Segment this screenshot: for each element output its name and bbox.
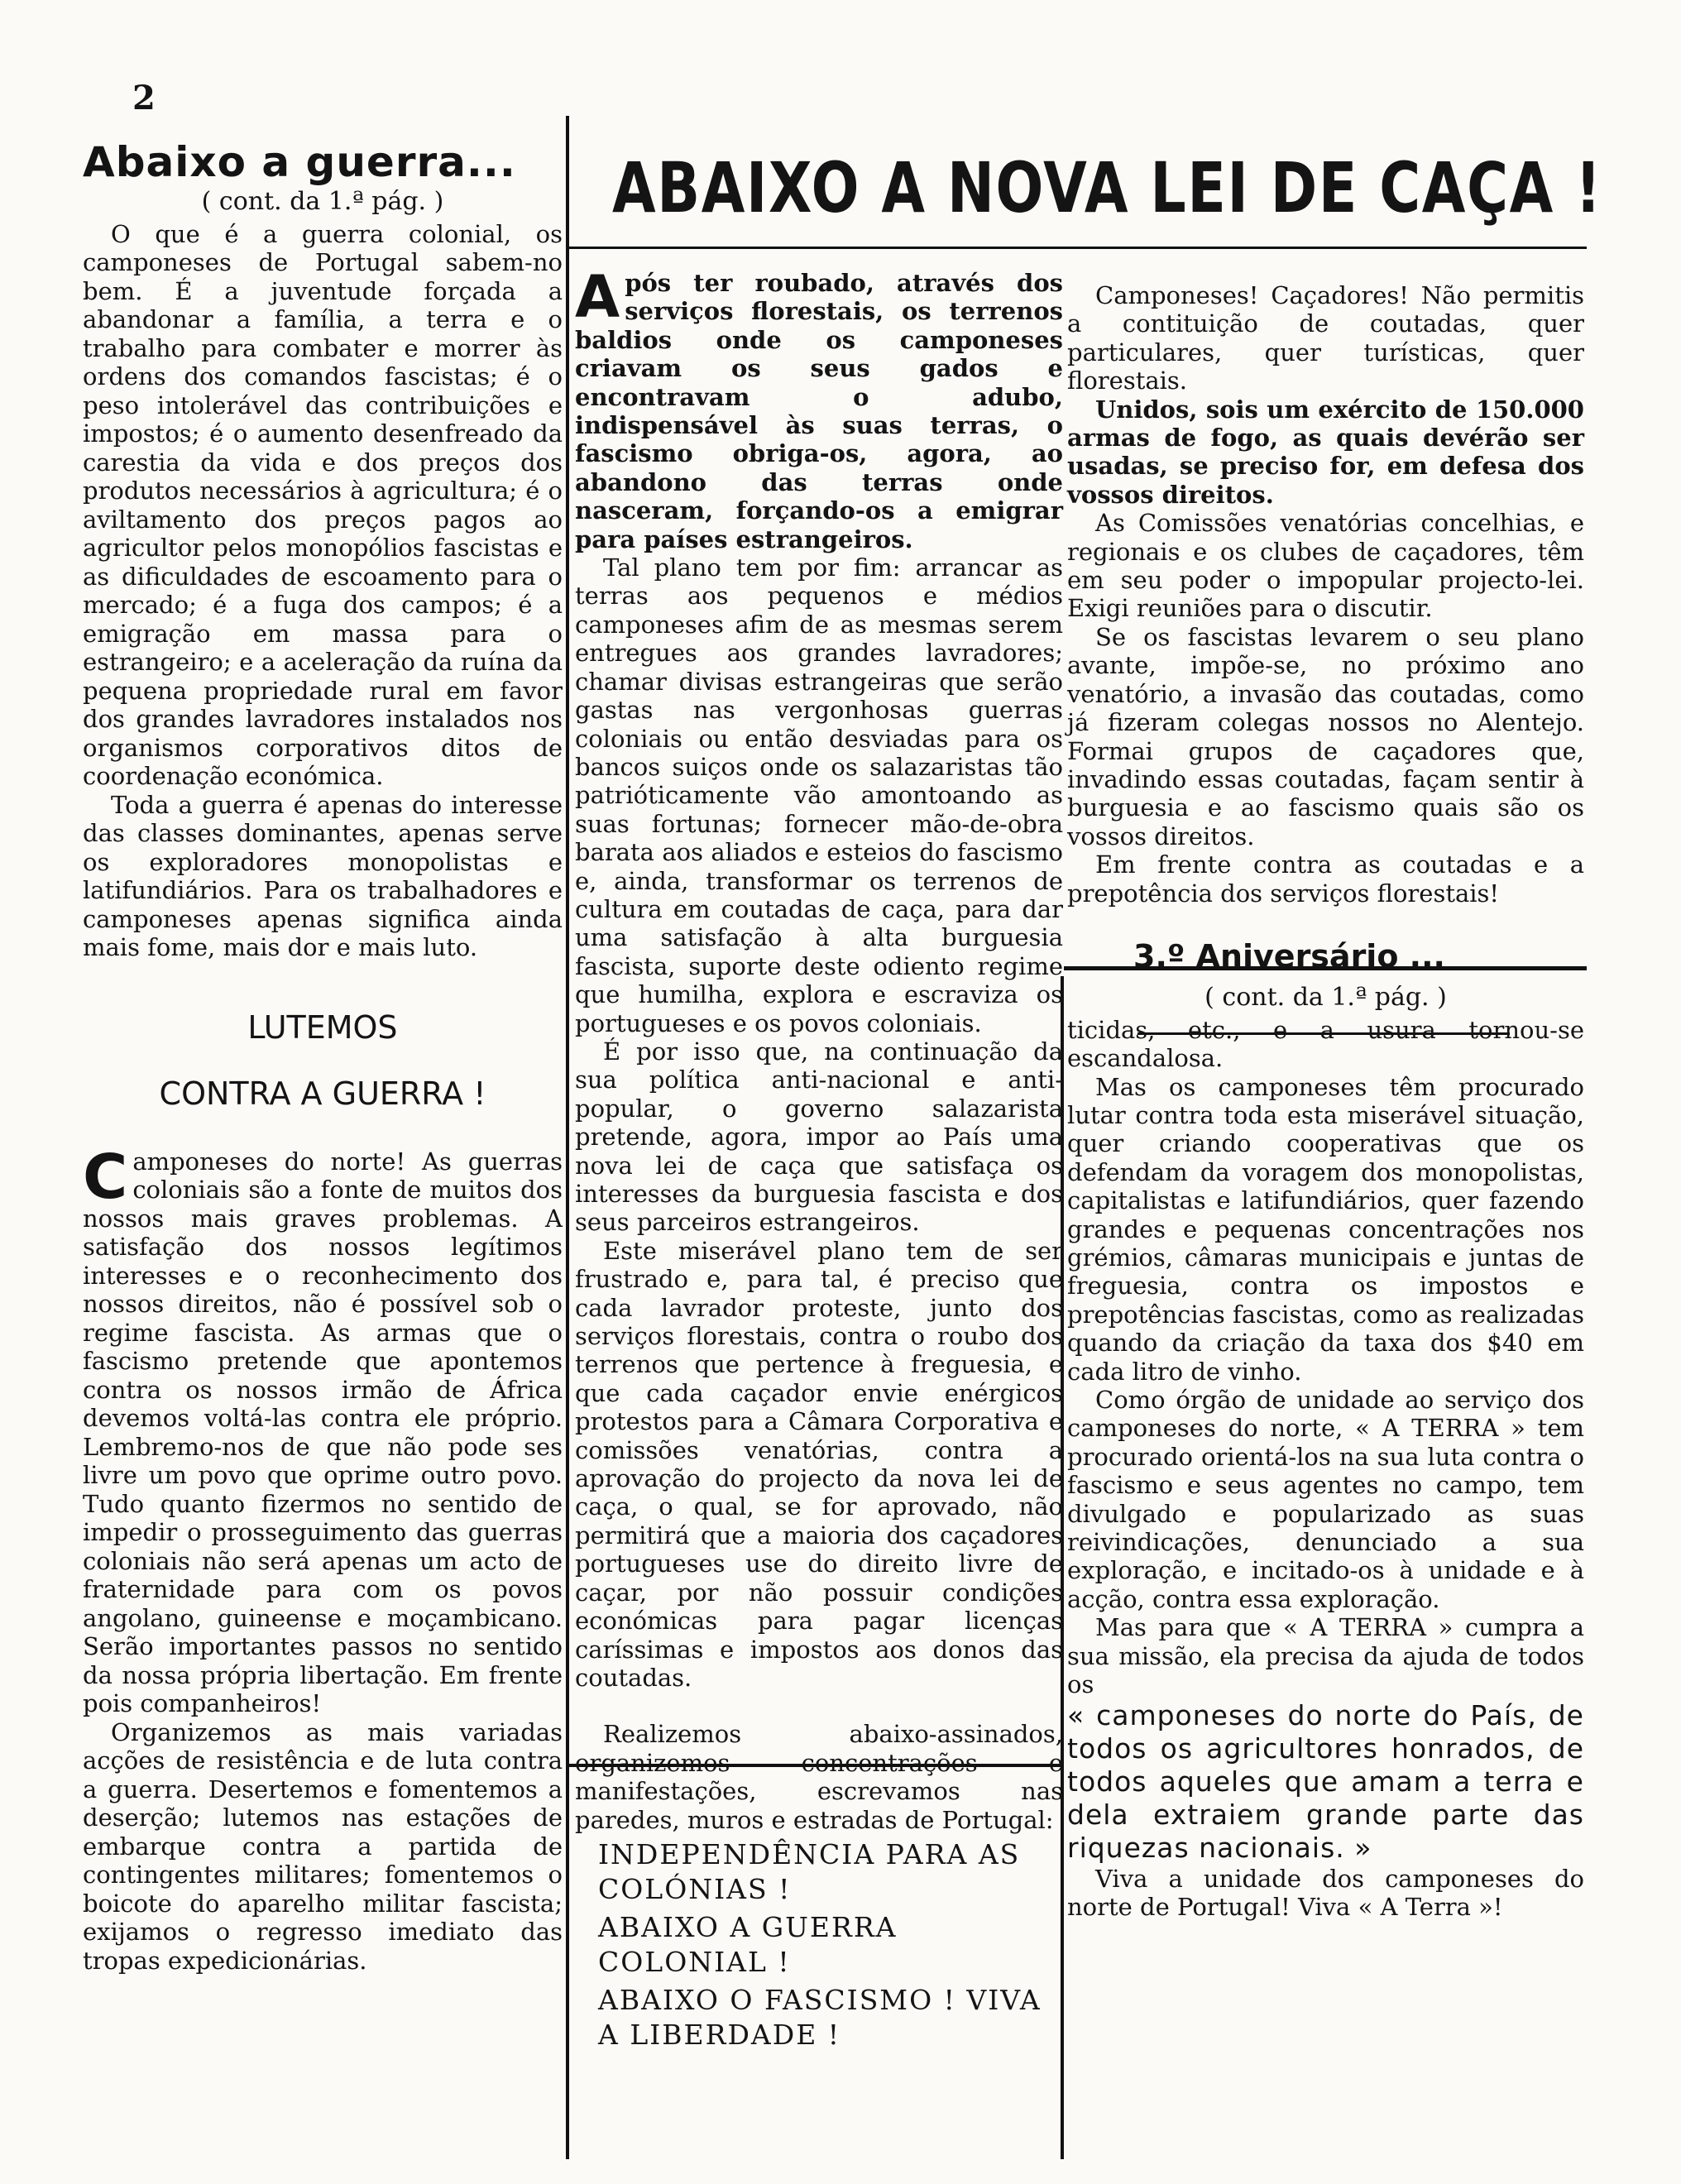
headline-rule: [569, 247, 1587, 249]
column-camponeses-cacadores: [1067, 281, 1584, 1921]
paragraph-text: Unidos, sois um exército de 150.000 armas de fogo, as quais devérão ser usadas, se preciso for, em defesa dos vossos direitos.: [1067, 395, 1584, 509]
article-title-aniversario: 3.º Aniversário ...: [1133, 937, 1445, 975]
paragraph: Toda a guerra é apenas do interesse das classes dominantes, apenas serve os exploradores monopolistas e latifundiários. Para os trabalhadores e camponeses apenas significa ainda mais fome, mais dor e mais luto.: [83, 790, 563, 961]
paragraph: ticidas, etc., e a usura tornou-se escandalosa.: [1067, 1015, 1584, 1073]
paragraph: É por isso que, na continuação da sua política anti-nacional e anti-popular, o governo salazarista pretende, agora, impor ao País uma nova lei de caça que satisfaça os interesses da burguesia fascista e dos seus parceiros estrangeiros.: [575, 1037, 1063, 1237]
paragraph: [1067, 395, 1584, 510]
drop-cap: A: [575, 263, 620, 331]
paragraph: Mas os camponeses têm procurado lutar contra toda esta miserável situação, quer criando cooperativas que os defendam da voragem dos monopolistas, capitalistas e latifundiários, quer fazendo grandes e pequenas concentrações nos grémios, câmaras municipais e juntas de freguesia, contra os impostos e prepotências fascistas, como as realizadas quando da criação da taxa dos $40 em cada litro de vinho.: [1067, 1072, 1585, 1386]
paragraph: Se os fascistas levarem o seu plano avante, impõe-se, no próximo ano venatório, a invasão das coutadas, como já fizeram colegas nossos no Alentejo. Formai grupos de caçadores que, invadindo essas coutadas, façam sentir à burguesia e ao fascismo quais são os vossos direitos.: [1067, 622, 1584, 850]
paragraph: Camponeses! Caçadores! Não permitis a contituição de coutadas, quer particulares, quer turísticas, quer florestais.: [1067, 281, 1584, 395]
article-title-abaixo-guerra: Abaixo a guerra...: [83, 138, 516, 186]
slogan: ABAIXO O FASCISMO ! VIVA A LIBERDADE !: [598, 1983, 1042, 2051]
paragraph: As Comissões venatórias concelhias, e regionais e os clubes de caçadores, têm em seu poder o impopular projecto-lei. Exigi reuniões para o discutir.: [1067, 509, 1584, 623]
paragraph: Em frente contra as coutadas e a prepotência dos serviços florestais!: [1067, 850, 1584, 908]
main-headline: ABAIXO A NOVA LEI DE CAÇA !: [612, 147, 1602, 228]
column-lei-caca: [575, 263, 1063, 2052]
column-divider-left: [566, 116, 569, 2159]
paragraph: O que é a guerra colonial, os camponeses de Portugal sabem-no bem. É a juventude forçada a abandonar a família, a terra e o trabalho para combater e morrer às ordens dos comandos fascistas; é o peso intolerável das contribuições e impostos; é o aumento desenfreado da carestia da vida e dos preços dos produtos necessários à agricultura; é o aviltamento dos preços pagos ao agricultor pelos monopólios fascistas e as dificuldades de escoamento para o mercado; é a fuga dos campos; é a emigração em massa para o estrangeiro; e a aceleração da ruína da pequena propriedade rural em favor dos grandes lavradores instalados nos organismos corporativos ditos de coordenação económica.: [83, 219, 563, 790]
continuation-note: ( cont. da 1.ª pág. ): [1204, 983, 1447, 1013]
drop-cap: C: [83, 1141, 128, 1213]
paragraph: Este miserável plano tem de ser frustrado e, para tal, é preciso que cada lavrador proteste, junto dos serviços florestais, contra o roubo dos terrenos que pertence à freguesia, e que cada caçador envie enérgicos protestos para a Câmara Corporativa e comissões venatórias, contra a aprovação do projecto da nova lei de caça, o qual, se for aprovado, não permitirá que a maioria dos caçadores portugueses use do direito livre de caçar, por não possuir condições económicas para pagar licenças caríssimas e impostos aos donos das coutadas.: [575, 1236, 1063, 1692]
paragraph-text: amponeses do norte! As guerras coloniais são a fonte de muitos dos nossos mais graves problemas. A satisfação dos nossos legítimos interesses e o reconhecimento dos nossos direitos, não é possível sob o regime fascista. As armas que o fascismo pretende que apontemos contra os nossos irmão de África devemos voltá-las contra ele próprio. Lembremo-nos de que não pode ses livre um povo que oprime outro povo. Tudo quanto fizermos no sentido de impedir o prosseguimento das guerras coloniais não será apenas um acto de fraternidade para com os povos angolano, guineense e moçambicano. Serão importantes passos no sentido da nossa própria libertação. Em frente pois companheiros!: [83, 1147, 563, 1717]
paragraph: Como órgão de unidade ao serviço dos camponeses do norte, « A TERRA » tem procurado orientá-los na sua luta contra o fascismo e seus agentes no campo, tem divulgado e popularizado as suas reivindicações, denunciado a sua exploração, e incitado-os à unidade e à acção, contra essa exploração.: [1067, 1386, 1584, 1613]
paragraph: Tal plano tem por fim: arrancar as terras aos pequenos e médios camponeses afim de as mesmas serem entregues aos grandes lavradores; chamar divisas estrangeiras que serão gastas nas vergonhosas guerras coloniais ou então desviadas para os bancos suiços onde os salazaristas tão patrióticamente vão amontoando as suas fortunas; fornecer mão-de-obra barata aos aliados e esteios do fascismo e, ainda, transformar os terrenos de cultura em coutadas de caça, para dar uma satisfação à alta burguesia fascista, suporte deste odiento regime que humilha, explora e escraviza os portugueses e os povos coloniais.: [575, 553, 1063, 1037]
paragraph: Viva a unidade dos camponeses do norte de Portugal! Viva « A Terra »!: [1067, 1864, 1584, 1921]
paragraph: [83, 1141, 563, 1718]
section-heading-lutemos: LUTEMOS: [247, 1008, 398, 1046]
paragraph: Mas para que « A TERRA » cumpra a sua missão, ela precisa da ajuda de todos os: [1067, 1613, 1584, 1699]
paragraph: [575, 263, 1063, 553]
paragraph-text: pós ter roubado, através dos serviços florestais, os terrenos baldios onde os camponeses criavam os seus gados e encontravam o adubo, indispensável às suas terras, o fascismo obriga-os, agora, ao abandono das terras onde nasceram, forçando-os a emigrar para países estrangeiros.: [575, 269, 1063, 553]
paragraph: Organizemos as mais variadas acções de resistência e de luta contra a guerra. Desertemos e fomentemos a deserção; lutemos nas estações de embarque contra a partida de contingentes militares; fomentemos o boicote do aparelho militar fascista; exijamos o regresso imediato das tropas expedicionárias.: [83, 1717, 563, 1975]
call-to-action: Realizemos abaixo-assinados, organizemos concentrações e manifestações, escrevamos nas paredes, muros e estradas de Portugal:: [575, 1720, 1063, 1834]
page-number: 2: [132, 79, 156, 117]
section-heading-contra-guerra: CONTRA A GUERRA !: [159, 1075, 486, 1112]
continuation-note: ( cont. da 1.ª pág. ): [201, 187, 444, 216]
slogan: INDEPENDÊNCIA PARA AS COLÓNIAS !: [598, 1837, 1021, 1905]
slogan: ABAIXO A GUERRA COLONIAL !: [598, 1910, 898, 1978]
column-abaixo-guerra: [83, 136, 563, 1975]
quoted-appeal: « camponeses do norte do País, de todos os agricultores honrados, de todos aqueles que amam a terra e dela extraiem grande parte das riquezas nacionais. »: [1067, 1698, 1584, 1864]
